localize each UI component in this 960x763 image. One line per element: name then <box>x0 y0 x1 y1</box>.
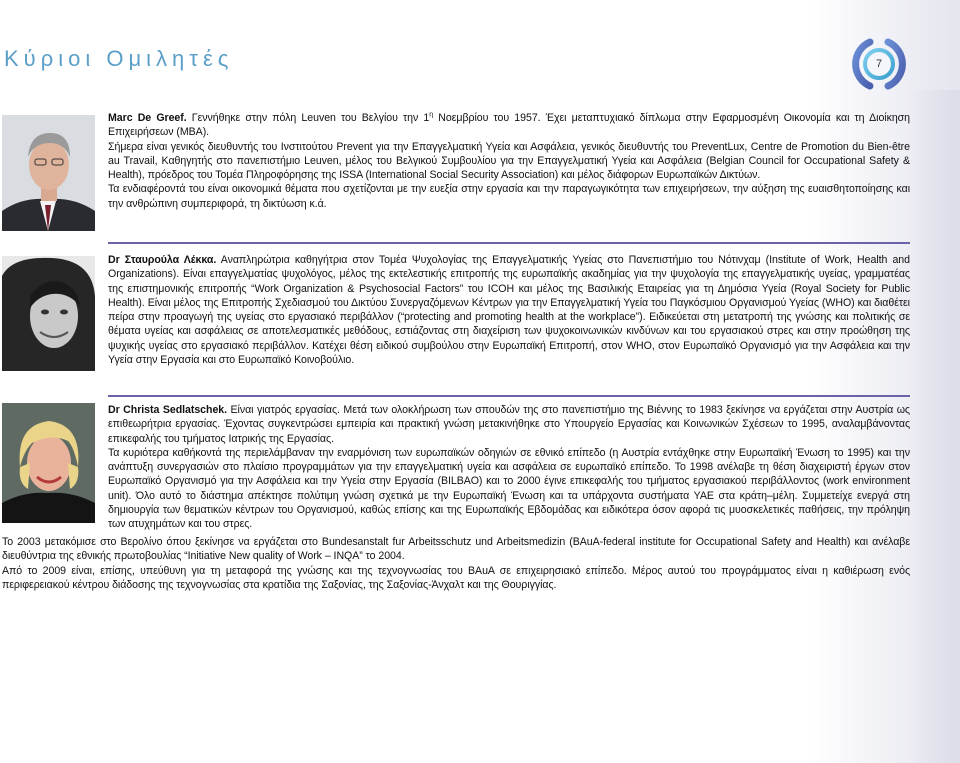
bio-paragraph: Τα ενδιαφέροντά του είναι οικονομικά θέματα που σχετίζονται με την ευεξία στην εργασία και την παραγωγικότητα των επιχειρήσεων, την αύξηση της ευαισθητοποίησης και την ανθρώπινη συμπεριφορά, τη δικτύωση κ.ά. <box>108 183 910 210</box>
section-divider <box>108 242 910 244</box>
speaker-name: Dr Σταυρούλα Λέκκα. <box>108 254 217 266</box>
section-divider <box>108 395 910 397</box>
speaker-photo-christa-sedlatschek <box>2 403 95 523</box>
bio-paragraph: Από το 2009 είναι, επίσης, υπεύθυνη για τη μεταφορά της γνώσης και της τεχνογνωσίας του BAuA σε επιχειρησιακό επίπεδο. Μέρος αυτού του προγράμματος είναι η καθιέρωση ενός περιφερειακού κέντρου διάδοσης της τεχνογνωσίας στα κρατίδια της Σαξονίας, της Σαξονίας-Άνχαλτ και της Θουριγγίας. <box>2 564 910 591</box>
speaker-bio-stavroula-lekka: Dr Σταυρούλα Λέκκα. Αναπληρώτρια καθηγήτρια στον Τομέα Ψυχολογίας της Επαγγελματικής Υγείας στο Πανεπιστήμιο του Νότινχαμ (Institute of Work, Health and Organizations). Είναι επαγγελματίας ψυχολόγος, μέλος της εκτελεστικής επιτροπής της ευρωπαϊκής ακαδημίας για την ψυχολογία της επαγγελματικής υγείας, γραμματέας της επιστημονικής επιτροπής “Work Organization & Psychosocial Factors” του ICOH και μέλος της Βασιλικής Εταιρείας για τη Δημόσια Υγεία (Royal Society for Public Health). Είναι μέλος της Επιτροπής Σχεδιασμού του Δικτύου Συνεργαζόμενων Κέντρων για την Επαγγελματική Υγεία του Παγκόσμιου Οργανισμού Υγείας (WHO) και διαθέτει πείρα στην προαγωγή της υγείας στο εργασιακό περιβάλλον (“protecting and promoting health at the workplace”). Ειδικεύεται στη μετατροπή της γνώσης και πολιτικής σε θέματα υγείας και ασφάλειας σε αποτελεσματικές μεθόδους, εστιάζοντας στη διαχείριση των ψυχοκοινωνικών κινδύνων και του εργασιακού στρες και στην προώθηση της ψυχικής υγείας στο εργασιακό περιβάλλον. Κατέχει θέση ειδικού συμβούλου στην Ευρωπαϊκή Επιτροπή, στον WHO, στον Ευρωπαϊκό Οργανισμό για την Ασφάλεια και την Υγεία στην Εργασία και στο Ευρωπαϊκό Κοινοβούλιο. <box>108 254 910 367</box>
speaker-name: Dr Christa Sedlatschek. <box>108 404 228 416</box>
right-margin-shade <box>910 90 960 763</box>
speaker-photo-marc-de-greef <box>2 115 95 231</box>
page-number: 7 <box>875 58 883 70</box>
speaker-photo-stavroula-lekka <box>2 256 95 371</box>
speaker-bio-marc-de-greef: Marc De Greef. Γεννήθηκε στην πόλη Leuven του Βελγίου την $1^\eta$ Νοεμβρίου του 1957. Έχει μεταπτυχιακό δίπλωμα στην Εφαρμοσμένη Οικονομία και τη Διοίκηση Επιχειρήσεων (MBA). Σήμερα είναι γενικός διευθυντής του Ινστιτούτου Prevent για την Επαγγελματική Υγεία και Ασφάλεια, γενικός διευθυντής του PreventLux, Centre de Promotion du Bien-être au Travail, Καθηγητής στο πανεπιστήμιο Leuven, μέλος του Βελγικού Συμβουλίου για την Επαγγελματική Υγεία και Ασφάλεια (Belgian Council for Occupational Safety & Health), πρόεδρος του Τομέα Πληροφόρησης της ISSA (International Social Security Association) και μέλος διάφορων Ευρωπαϊκών Δικτύων. Τα ενδιαφέροντά του είναι οικονομικά θέματα που σχετίζονται με την ευεξία στην εργασία και την παραγωγικότητα των επιχειρήσεων, την αύξηση της ευαισθητοποίησης και την ανθρώπινη συμπεριφορά, τη δικτύωση κ.ά. <box>108 111 911 210</box>
bio-paragraph: Το 2003 μετακόμισε στο Βερολίνο όπου ξεκίνησε να εργάζεται στο Bundesanstalt fur Arbeitsschutz und Arbeitsmedizin (BAuA-federal institute for Occupational Safety and Health) και ανέλαβε διευθύντρια της εθνικής πρωτοβουλίας “Initiative New quality of Work – INQA” το 2004. <box>2 536 910 563</box>
page-title: Κύριοι Ομιλητές <box>4 46 234 71</box>
bio-paragraph: Σήμερα είναι γενικός διευθυντής του Ινστιτούτου Prevent για την Επαγγελματική Υγεία και Ασφάλεια, γενικός διευθυντής του PreventLux, Centre de Promotion du Bien-être au Travail, Καθηγητής στο πανεπιστήμιο Leuven, μέλος του Βελγικού Συμβουλίου για την Επαγγελματική Υγεία και Ασφάλεια (Belgian Council for Occupational Safety & Health), πρόεδρος του Τομέα Πληροφόρησης της ISSA (International Social Security Association) και μέλος διάφορων Ευρωπαϊκών Δικτύων. <box>108 140 910 182</box>
bio-paragraph: Τα κυριότερα καθήκοντά της περιελάμβαναν την εναρμόνιση των ευρωπαϊκών οδηγιών σε εθνικό επίπεδο (η Αυστρία εντάχθηκε στην Ευρωπαϊκή Ένωση το 1995) και την ανάπτυξη συνεργασιών στο πλαίσιο προγραμμάτων για την επαγγελματική υγεία και ασφάλεια σε ευρωπαϊκό επίπεδο. Το 1998 ανέλαβε τη θέση διαχειριστή έργων στον Ευρωπαϊκό Οργανισμό για την Ασφάλεια και την Υγεία στην Εργασία (BILBAO) και το 2000 έγινε επικεφαλής του τμήματος εργασιακού περιβάλλοντος (work environment unit). Όλο αυτό το διάστημα απέκτησε πολύτιμη γνώση σχετικά με την Ευρωπαϊκή Ένωση και τα υπάρχοντα συστήματα ΥΑΕ στα κράτη–μέλη. Συμμετείχε ενεργά στη δημιουργία των θεματικών κέντρων του Οργανισμού, καθώς επίσης και της Ευρωπαϊκής Εβδομάδας και ειδικότερα όσον αφορά τις μυοσκελετικές παθήσεις, την πρόληψη των ατυχημάτων και του στρες. <box>108 446 910 531</box>
speaker-name: Marc De Greef. <box>108 112 187 124</box>
speaker-bio-christa-sedlatschek: Dr Christa Sedlatschek. Είναι γιατρός εργασίας. Μετά των ολοκλήρωση των σπουδών της στο πανεπιστήμιο της Βιέννης το 1983 ξεκίνησε να εργάζεται στην Αυστρία ως επιθεωρήτρια εργασίας. Έχοντας συγκεντρώσει εμπειρία και πρακτική γνώση μετακινήθηκε στο Υπουργείο Εργασίας και Κοινωνικών Σχέσεων το 1995, αναλαμβάνοντας επικεφαλής του τμήματος Ιατρικής της Εργασίας. Τα κυριότερα καθήκοντά της περιελάμβαναν την εναρμόνιση των ευρωπαϊκών οδηγιών σε εθνικό επίπεδο (η Αυστρία εντάχθηκε στην Ευρωπαϊκή Ένωση το 1995) και την ανάπτυξη συνεργασιών στο πλαίσιο προγραμμάτων για την επαγγελματική υγεία και ασφάλεια σε ευρωπαϊκό επίπεδο. Το 1998 ανέλαβε τη θέση διαχειριστή έργων στον Ευρωπαϊκό Οργανισμό για την Ασφάλεια και την Υγεία στην Εργασία (BILBAO) και το 2000 έγινε επικεφαλής του τμήματος εργασιακού περιβάλλοντος (work environment unit). Όλο αυτό το διάστημα απέκτησε πολύτιμη γνώση σχετικά με την Ευρωπαϊκή Ένωση και τα υπάρχοντα συστήματα ΥΑΕ στα κράτη–μέλη. Συμμετείχε ενεργά στη δημιουργία των θεματικών κέντρων του Οργανισμού, καθώς επίσης και της Ευρωπαϊκής Εβδομάδας και ειδικότερα όσον αφορά τις μυοσκελετικές παθήσεις, την πρόληψη των ατυχημάτων και του στρες. <box>108 404 910 531</box>
speaker-bio-continued <box>2 535 910 592</box>
